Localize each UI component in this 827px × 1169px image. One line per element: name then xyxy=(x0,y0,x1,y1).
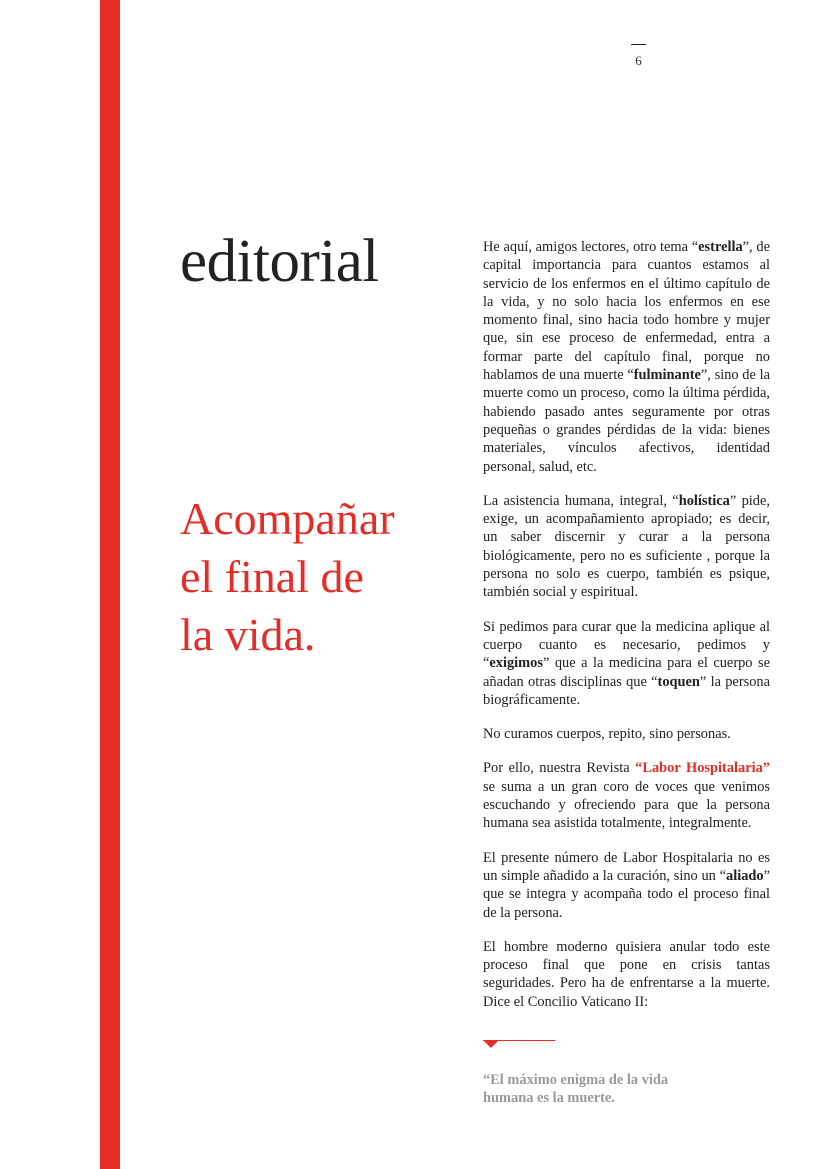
pull-quote xyxy=(483,1071,668,1108)
headline xyxy=(180,490,395,664)
page-number-rule xyxy=(631,44,646,45)
magazine-name: “Labor Hospitalaria” xyxy=(635,760,770,777)
paragraph: No curamos cuerpos, repito, sino personas. xyxy=(483,726,731,743)
article-body xyxy=(483,238,770,1027)
headline-line: Acompañar xyxy=(180,493,395,544)
section-title: editorial xyxy=(180,228,379,295)
headline-line: la vida. xyxy=(180,609,316,660)
page-number: 6 xyxy=(635,53,642,68)
paragraph: El hombre moderno quisiera anular todo este proceso final que pone en crisis tantas seguridades. Pero ha de enfrentarse a la muerte. Dice el Concilio Vaticano II: xyxy=(483,938,770,1010)
red-margin-bar xyxy=(100,0,120,1169)
quote-line: “El máximo enigma de la vida xyxy=(483,1072,669,1088)
paragraph: Si pedimos para curar que la medicina aplique al cuerpo cuanto es necesario, pedimos y “exigimos” que a la medicina para el cuerpo se añadan otras disciplinas que “toquen” la persona biográficamente. xyxy=(483,618,770,708)
quote-line: humana es la muerte. xyxy=(483,1090,615,1107)
paragraph: El presente número de Labor Hospitalaria no es un simple añadido a la curación, sino un “aliado” que se integra y acompaña todo el proceso final de la persona. xyxy=(483,849,770,921)
triangle-marker-icon xyxy=(484,1041,498,1048)
paragraph: La asistencia humana, integral, “holística” pide, exige, un acompañamiento apropiado; es decir, un saber discernir y curar a la persona biológicamente, pero no es suficiente , porque la persona no solo es cuerpo, también es psique, también social y espiritual. xyxy=(483,492,770,601)
paragraph: Por ello, nuestra Revista “Labor Hospitalaria” se suma a un gran coro de voces que venimos escuchando y ofreciendo para que la persona humana sea asistida totalmente, integralmente. xyxy=(483,760,770,832)
paragraph: He aquí, amigos lectores, otro tema “estrella”, de capital importancia para cuantos estamos al servicio de los enfermos en el último capítulo de la vida, y no solo hacia los enfermos en ese momento final, sino hacia todo hombre y mujer que, sin ese proceso de enfermedad, entra a formar parte del capítulo final, porque no hablamos de una muerte “fulminante”, sino de la muerte como un proceso, como la última pérdida, habiendo pasado antes seguramente por otras pequeñas o grandes pérdidas de la vida: bienes materiales, vínculos afectivos, identidad personal, salud, etc. xyxy=(483,239,771,475)
headline-line: el final de xyxy=(180,551,364,602)
